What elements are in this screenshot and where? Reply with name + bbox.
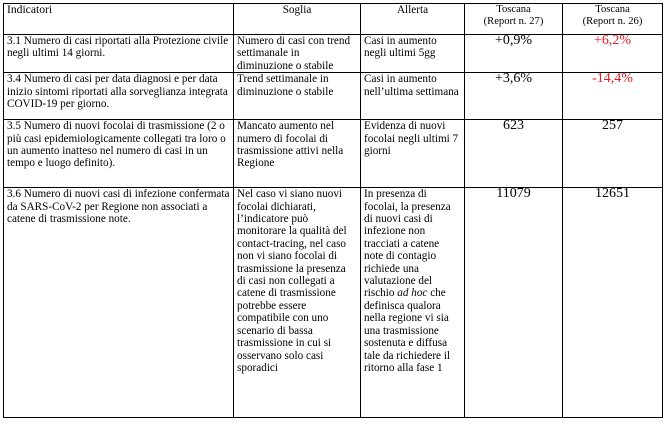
header-report-27 [465, 4, 563, 35]
threshold-cell: Mancato aumento nel numero di focolai di trasmissione attivi nella Regione [234, 120, 361, 188]
header-indicatori: Indicatori [4, 4, 234, 35]
table-header-row [4, 4, 663, 35]
report-26-value: +6,2% [563, 35, 663, 73]
threshold-cell: Trend settimanale in diminuzione o stabile [234, 73, 361, 120]
table-row [4, 35, 663, 73]
alert-text-after: che definisca qualora nella regione vi sia una trasmissione sostenuta e diffusa tale da richiedere il ritorno alla fase 1 [364, 287, 451, 374]
report-26-value: 257 [563, 120, 663, 188]
alert-text-italic: ad hoc [397, 287, 428, 300]
indicator-cell: 3.6 Numero di nuovi casi di infezione confermata da SARS-CoV-2 per Regione non associati a catene di trasmissione note. [4, 188, 234, 418]
indicators-table [3, 3, 663, 418]
indicator-cell: 3.5 Numero di nuovi focolai di trasmissione (2 o più casi epidemiologicamente collegati tra loro o un aumento inatteso nel numero di casi in un tempo e luogo definito). [4, 120, 234, 188]
header-report-26-region: Toscana [595, 4, 630, 15]
table-row [4, 73, 663, 120]
header-report-26 [563, 4, 663, 35]
header-soglia: Soglia [234, 4, 361, 35]
alert-cell [361, 188, 465, 418]
indicator-cell: 3.4 Numero di casi per data diagnosi e per data inizio sintomi riportati alla sorveglianza integrata COVID-19 per giorno. [4, 73, 234, 120]
report-27-value: +3,6% [465, 73, 563, 120]
report-27-value: 11079 [465, 188, 563, 418]
alert-cell: Evidenza di nuovi focolai negli ultimi 7 giorni [361, 120, 465, 188]
table-row [4, 188, 663, 418]
header-report-26-number: (Report n. 26) [582, 16, 643, 27]
alert-text-before: In presenza di focolai, la presenza di nuovi casi di infezione non tracciati a catene note di contagio richiede una valutazione del rischio [364, 188, 451, 300]
report-27-value: +0,9% [465, 35, 563, 73]
header-report-27-region: Toscana [496, 4, 531, 15]
report-27-value: 623 [465, 120, 563, 188]
threshold-cell: Numero di casi con trend settimanale in diminuzione o stabile [234, 35, 361, 73]
report-26-value: -14,4% [563, 73, 663, 120]
table-row [4, 120, 663, 188]
header-report-27-number: (Report n. 27) [483, 16, 544, 27]
indicator-cell: 3.1 Numero di casi riportati alla Protezione civile negli ultimi 14 giorni. [4, 35, 234, 73]
threshold-cell: Nel caso vi siano nuovi focolai dichiarati, l’indicatore può monitorare la qualità del contact-tracing, nel caso non vi siano focolai di trasmissione la presenza di casi non collegati a catene di trasmissione potrebbe essere compatibile con uno scenario di bassa trasmissione in cui si osservano solo casi sporadici [234, 188, 361, 418]
report-26-value: 12651 [563, 188, 663, 418]
alert-cell: Casi in aumento nell’ultima settimana [361, 73, 465, 120]
header-allerta: Allerta [361, 4, 465, 35]
alert-cell: Casi in aumento negli ultimi 5gg [361, 35, 465, 73]
